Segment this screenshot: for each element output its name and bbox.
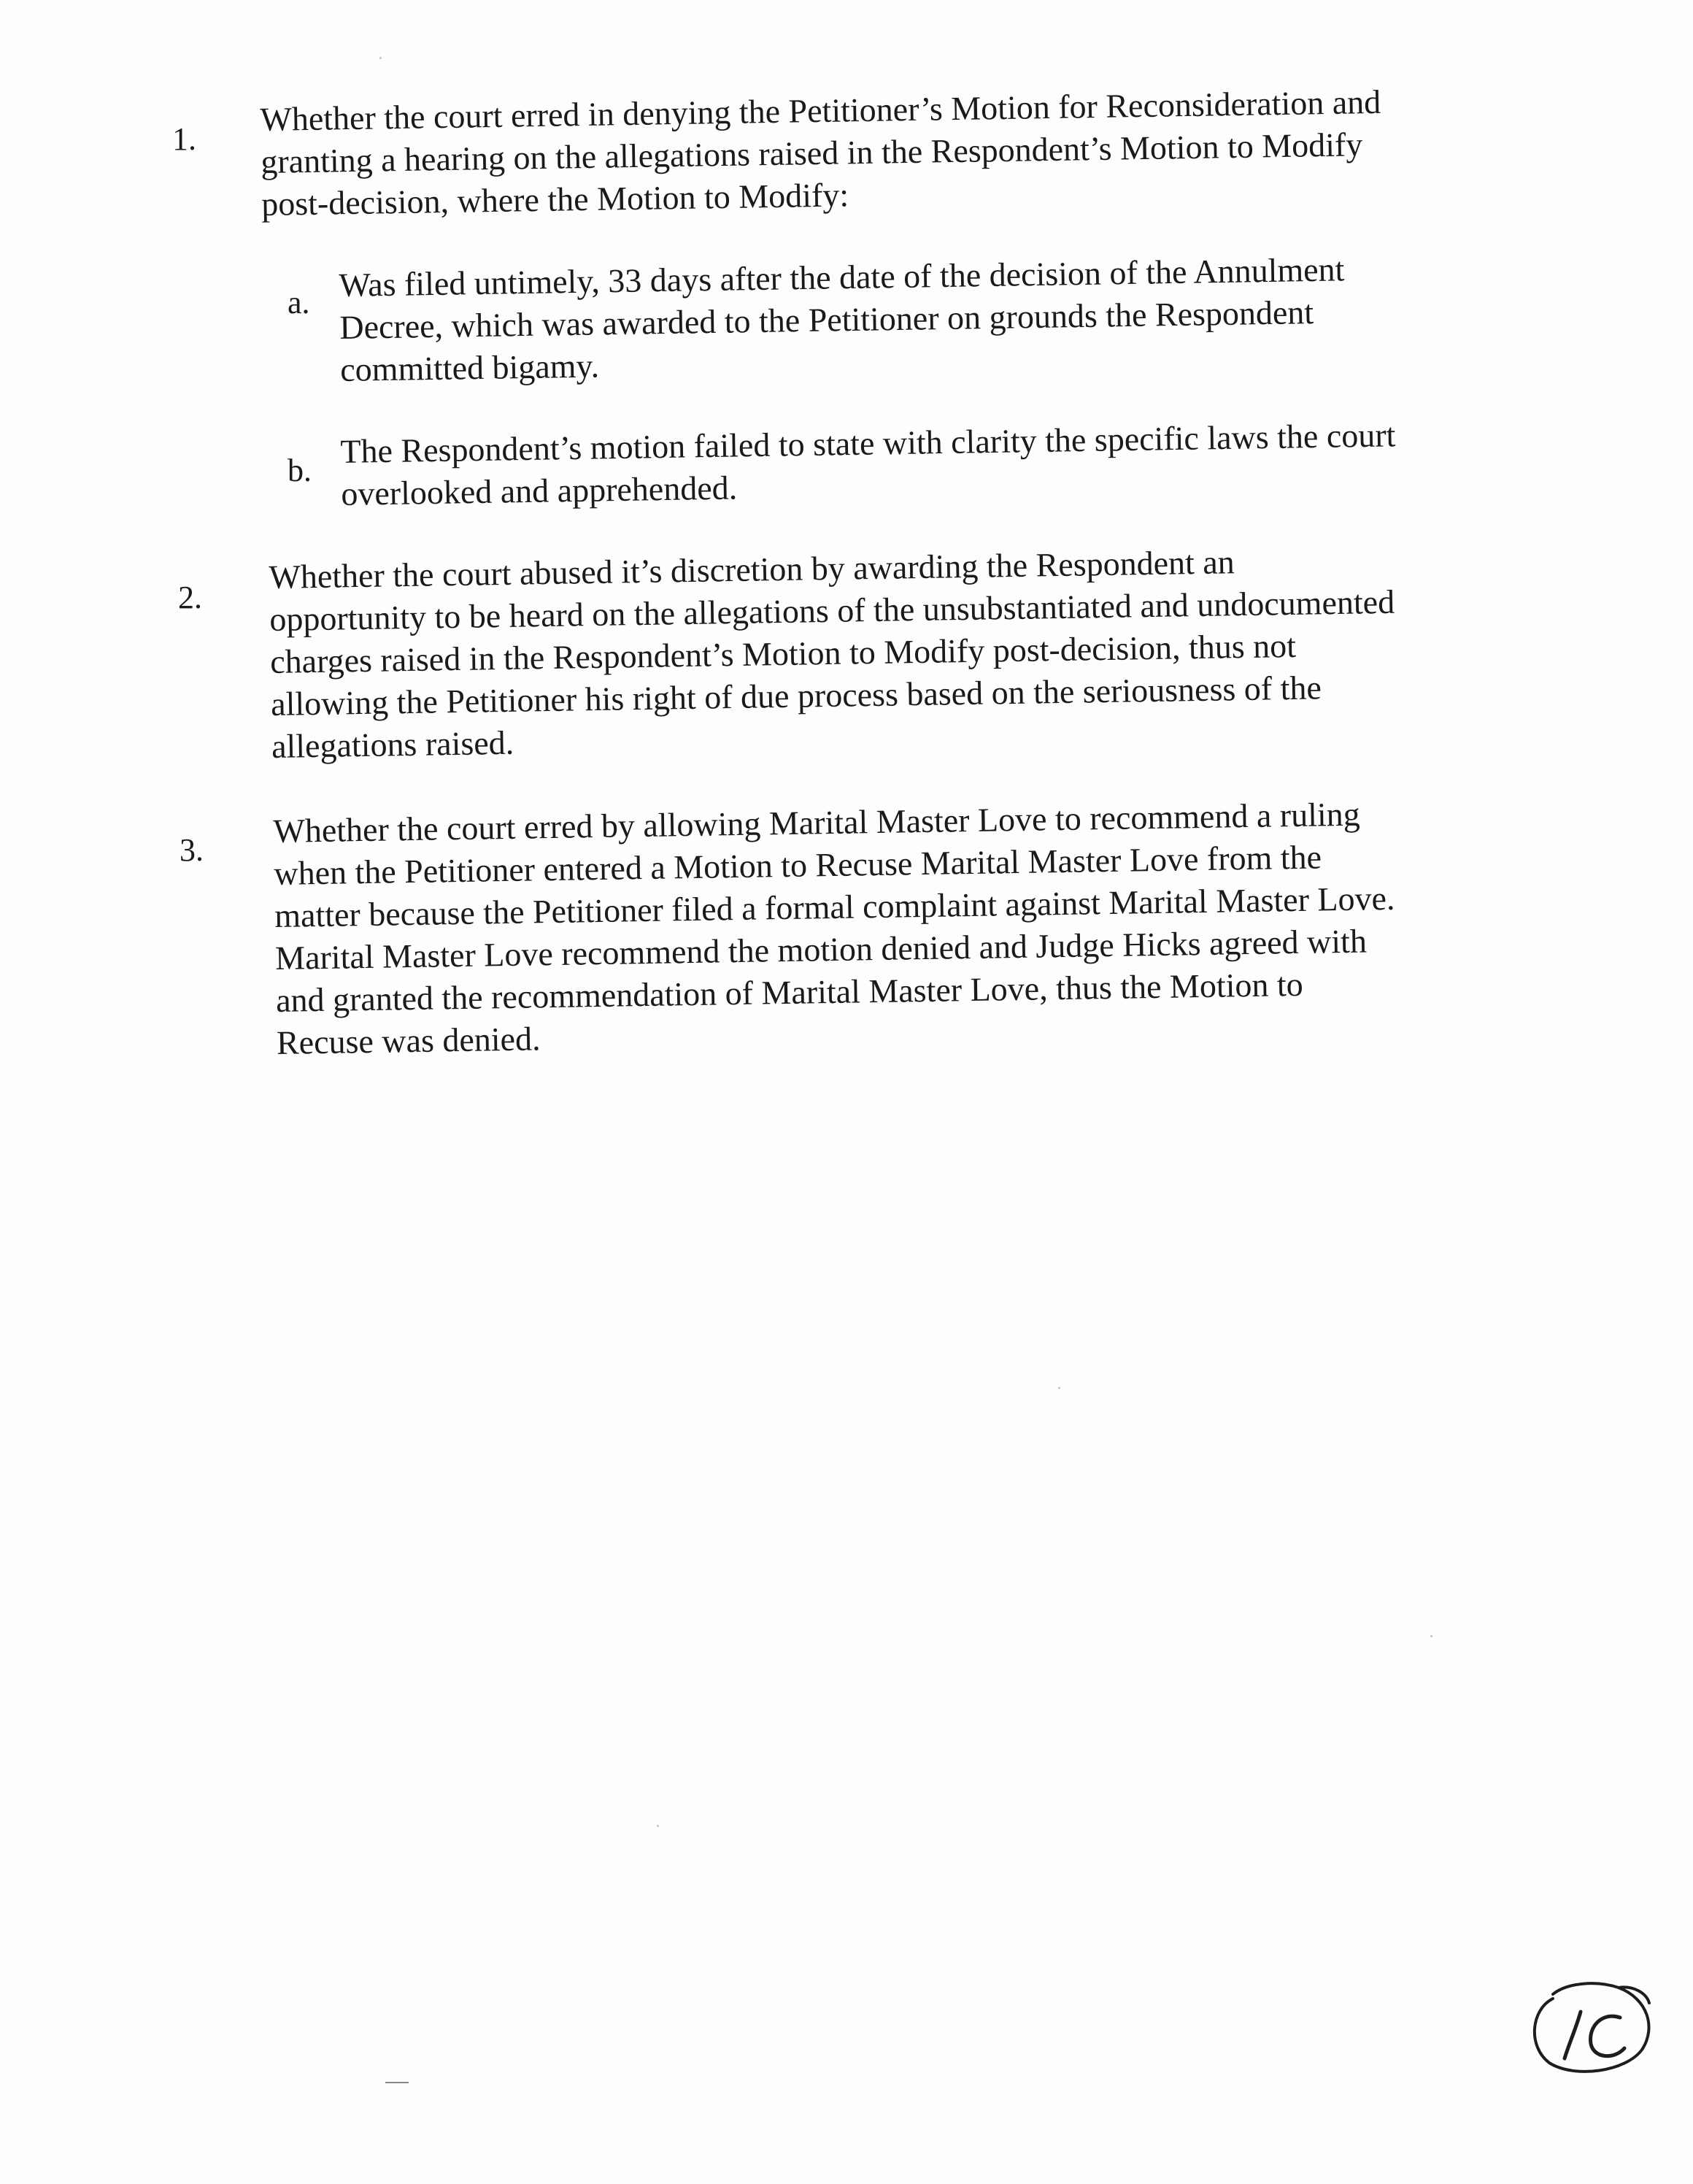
scan-speck (379, 57, 382, 59)
sub-item-b-text: The Respondent’s motion failed to state with clarity the specific laws the court overlooked and apprehended. (340, 416, 1396, 512)
sub-item-b (340, 412, 1516, 515)
question-1 (260, 79, 1503, 226)
scan-artifact-dash (385, 2082, 409, 2083)
scan-speck (657, 1825, 659, 1827)
item-number-3: 3. (180, 832, 204, 868)
question-3-text: Whether the court erred by allowing Marital Master Love to recommend a ruling when the Petitioner entered a Motion to Recuse Marital Master Love from the matter because the Petitioner filed a formal complaint against Marital Master Love. Marital Master Love recommend the motion denied and Judge Hicks agreed with and granted the recommendation of Marital Master Love, thus the Motion to Recuse was denied. (273, 795, 1395, 1061)
item-number-2: 2. (178, 580, 202, 615)
sub-item-letter-a: a. (288, 285, 310, 320)
item-number-1: 1. (172, 121, 196, 157)
sub-item-letter-b: b. (288, 453, 312, 488)
question-2-text: Whether the court abused it’s discretion by awarding the Respondent an opportunity to be heard on the allegations of the unsubstantiated and undocumented charges raised in the Respondent’s Motion to Modify post-decision, thus not allowing the Petitioner his right of due process based on the seriousness of the allegations raised. (269, 543, 1395, 765)
scan-speck (1430, 1635, 1432, 1637)
handwritten-page-number (1524, 1977, 1655, 2079)
scan-speck (1058, 1387, 1060, 1389)
question-1-text: Whether the court erred in denying the Petitioner’s Motion for Reconsideration and granting a hearing on the allegations raised in the Respondent’s Motion to Modify post-decision, where the Motion to Modify: (260, 82, 1381, 223)
sub-item-a (339, 246, 1508, 391)
question-3 (273, 791, 1510, 1064)
sub-item-a-text: Was filed untimely, 33 days after the date of the decision of the Annulment Decree, which was awarded to the Petitioner on grounds the Respondent committed bigamy. (339, 250, 1345, 388)
question-2 (269, 537, 1505, 768)
